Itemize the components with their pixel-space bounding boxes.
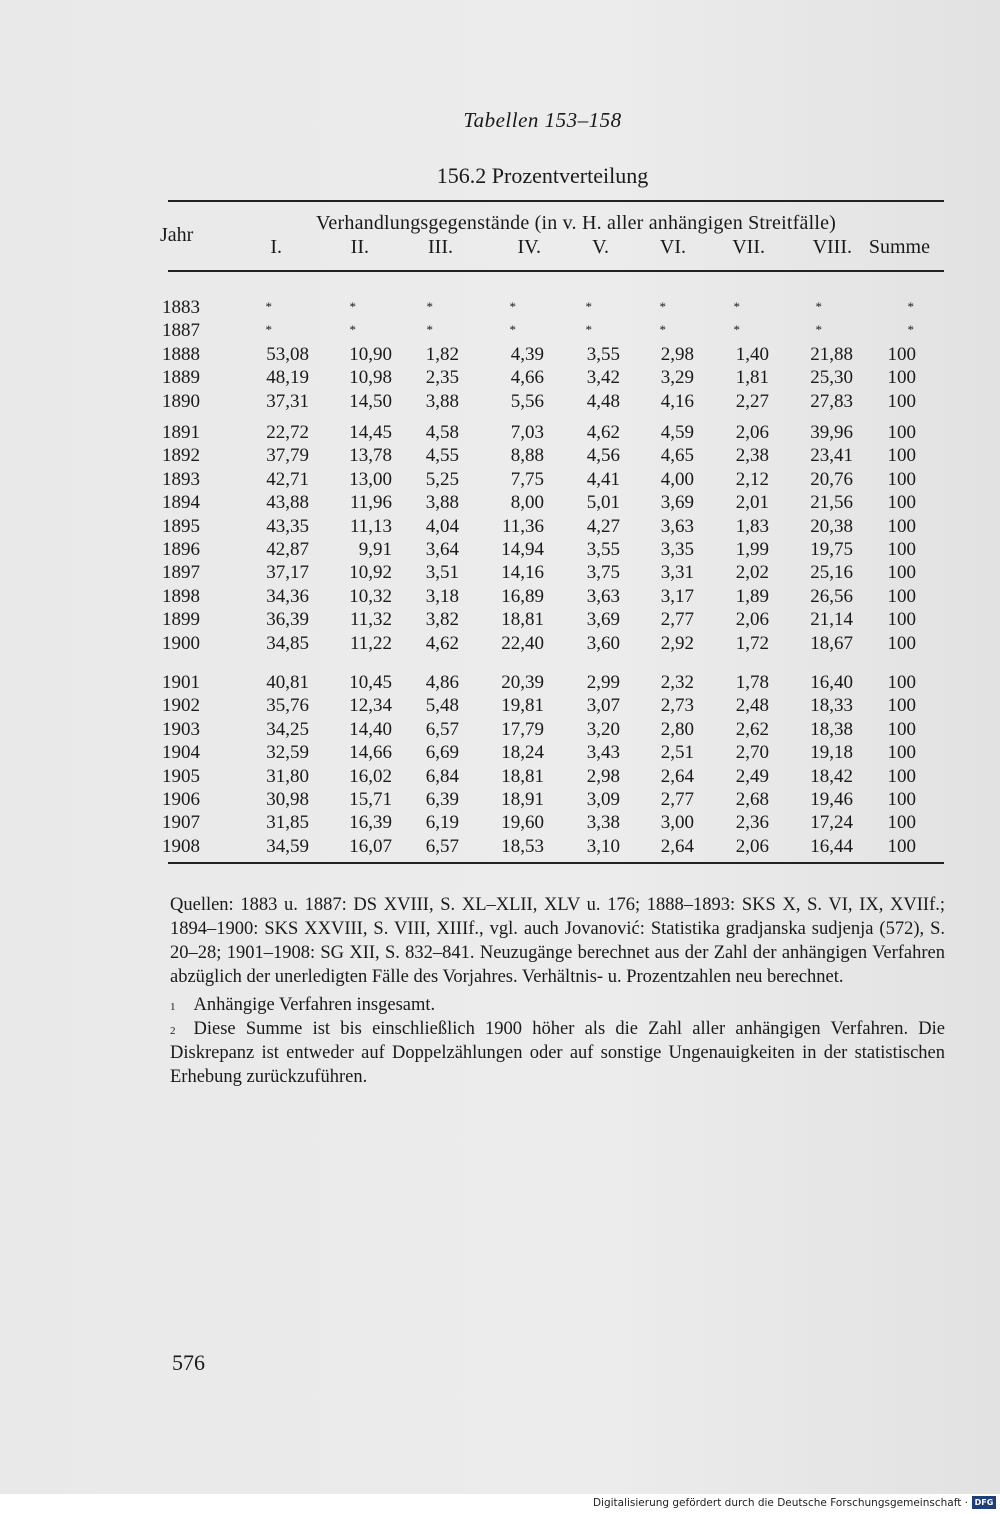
value-cell: 1,83 xyxy=(735,515,769,537)
value-cell: 14,45 xyxy=(349,422,392,443)
footnote-mark: 2 xyxy=(170,1025,176,1037)
value-cell: 18,81 xyxy=(501,609,544,631)
value-cell: 26,56 xyxy=(810,585,853,607)
value-cell: 2,98 xyxy=(586,765,620,787)
value-cell: 11,13 xyxy=(349,515,392,537)
value-cell: 30,98 xyxy=(266,789,309,810)
value-cell: 2,48 xyxy=(735,695,769,717)
value-cell: 2,80 xyxy=(660,718,694,740)
value-cell: 100 xyxy=(887,445,916,467)
table-row xyxy=(0,391,1000,414)
value-cell: 3,20 xyxy=(586,718,620,740)
year-cell: 1887 xyxy=(162,320,200,342)
value-cell: 3,18 xyxy=(425,585,459,607)
value-cell: 2,92 xyxy=(660,632,694,654)
value-cell: * xyxy=(509,299,516,314)
value-cell: 4,27 xyxy=(586,515,620,537)
value-cell: 34,25 xyxy=(266,718,309,740)
value-cell: 16,89 xyxy=(501,585,544,607)
value-cell: 2,77 xyxy=(660,789,694,810)
value-cell: 3,10 xyxy=(586,835,620,857)
value-cell: 2,99 xyxy=(586,672,620,693)
value-cell: 14,66 xyxy=(349,742,392,764)
value-cell: 4,41 xyxy=(586,468,620,490)
value-cell: 10,92 xyxy=(349,562,392,584)
year-cell: 1889 xyxy=(162,367,200,389)
value-cell: 10,98 xyxy=(349,367,392,389)
value-cell: 17,24 xyxy=(810,812,853,834)
table-row xyxy=(0,789,1000,812)
value-cell: 3,63 xyxy=(660,515,694,537)
value-cell: 34,85 xyxy=(266,632,309,654)
value-cell: 1,78 xyxy=(735,672,769,693)
year-cell: 1890 xyxy=(162,390,200,412)
table-row xyxy=(0,609,1000,632)
value-cell: 100 xyxy=(887,835,916,857)
value-cell: 13,00 xyxy=(349,468,392,490)
value-cell: 11,36 xyxy=(501,515,544,537)
value-cell: 100 xyxy=(887,468,916,490)
year-cell: 1905 xyxy=(162,765,200,787)
value-cell: 8,88 xyxy=(510,445,544,467)
value-cell: 3,55 xyxy=(586,539,620,560)
column-header: III. xyxy=(428,236,453,258)
value-cell: 20,38 xyxy=(810,515,853,537)
value-cell: 3,09 xyxy=(586,789,620,810)
value-cell: 7,75 xyxy=(510,468,544,490)
value-cell: 10,45 xyxy=(349,672,392,693)
year-cell: 1899 xyxy=(162,609,200,631)
value-cell: 1,89 xyxy=(735,585,769,607)
value-cell: 16,39 xyxy=(349,812,392,834)
table-row xyxy=(0,672,1000,695)
value-cell: 2,68 xyxy=(735,789,769,810)
value-cell: 2,06 xyxy=(735,609,769,631)
value-cell: 7,03 xyxy=(510,422,544,443)
value-cell: 5,25 xyxy=(425,468,459,490)
value-cell: 6,57 xyxy=(425,835,459,857)
value-cell: * xyxy=(426,299,433,314)
table-row xyxy=(0,836,1000,859)
value-cell: 35,76 xyxy=(266,695,309,717)
value-cell: 14,94 xyxy=(501,539,544,560)
value-cell: 4,58 xyxy=(425,422,459,443)
value-cell: 100 xyxy=(887,812,916,834)
header-group: Verhandlungsgegenstände (in v. H. aller anhängigen Streitfälle) xyxy=(316,212,837,234)
value-cell: 2,06 xyxy=(735,835,769,857)
value-cell: 4,62 xyxy=(586,422,620,443)
value-cell: 5,48 xyxy=(425,695,459,717)
year-cell: 1901 xyxy=(162,672,200,693)
value-cell: 37,31 xyxy=(266,390,309,412)
footnote-text: Anhängige Verfahren insgesamt. xyxy=(193,995,436,1015)
column-header: IV. xyxy=(517,236,541,258)
value-cell: 3,35 xyxy=(660,539,694,560)
value-cell: 2,27 xyxy=(735,390,769,412)
value-cell: 100 xyxy=(887,609,916,631)
value-cell: 2,73 xyxy=(660,695,694,717)
value-cell: * xyxy=(349,322,356,338)
value-cell: 1,99 xyxy=(735,539,769,560)
value-cell: 15,71 xyxy=(349,789,392,810)
value-cell: 19,60 xyxy=(501,812,544,834)
value-cell: 4,66 xyxy=(510,367,544,389)
value-cell: 4,59 xyxy=(660,422,694,443)
value-cell: 3,55 xyxy=(586,343,620,365)
footnote-1 xyxy=(170,993,945,1017)
sources-text: Quellen: 1883 u. 1887: DS XVIII, S. XL–XLII, XLV u. 176; 1888–1893: SKS X, S. VI, IX, XVIIf.; 1894–1900: SKS XXVIII, S. VIII, XIIIf., vgl. auch Jovanović: Statistika gradjanska sudjenja (572), S. 20–28; 1901–1908: SG XII, S. 832–841. Neuzugänge berechnet aus der Zahl der anhängigen Verfahren abzüglich der unerledigten Fälle des Vorjahres. Verhältnis- u. Prozentzahlen neu berechnet. xyxy=(170,895,945,987)
value-cell: 4,04 xyxy=(425,515,459,537)
table-row xyxy=(0,695,1000,718)
value-cell: 100 xyxy=(887,742,916,764)
digitization-credit: Digitalisierung gefördert durch die Deutsche Forschungsgemeinschaft · xyxy=(592,1497,968,1509)
table-row xyxy=(0,297,1000,320)
column-header: VIII. xyxy=(812,236,852,258)
value-cell: 4,86 xyxy=(425,672,459,693)
value-cell: 2,06 xyxy=(735,422,769,443)
value-cell: 2,35 xyxy=(425,367,459,389)
year-cell: 1895 xyxy=(162,515,200,537)
year-cell: 1893 xyxy=(162,468,200,490)
column-header: VII. xyxy=(732,236,765,258)
value-cell: 100 xyxy=(887,585,916,607)
value-cell: 6,69 xyxy=(425,742,459,764)
value-cell: 2,98 xyxy=(660,343,694,365)
value-cell: 14,40 xyxy=(349,718,392,740)
value-cell: 21,14 xyxy=(810,609,853,631)
value-cell: 16,40 xyxy=(810,672,853,693)
value-cell: 42,71 xyxy=(266,468,309,490)
running-head: Tabellen 153–158 xyxy=(463,108,622,132)
value-cell: 100 xyxy=(887,695,916,717)
value-cell: 10,90 xyxy=(349,343,392,365)
value-cell: 37,17 xyxy=(266,562,309,584)
year-cell: 1903 xyxy=(162,718,200,740)
footnote-text: Diese Summe ist bis einschließlich 1900 höher als die Zahl aller anhängigen Verfahren. Die Diskrepanz ist entweder auf Doppelzählungen oder auf sonstige Ungenauigkeiten in der statistischen Erhebung zurückzuführen. xyxy=(170,1019,945,1087)
value-cell: * xyxy=(585,322,592,338)
footnote-mark: 1 xyxy=(170,1001,176,1013)
value-cell: 13,78 xyxy=(349,445,392,467)
table-row xyxy=(0,633,1000,656)
value-cell: 16,07 xyxy=(349,835,392,857)
value-cell: 3,31 xyxy=(660,562,694,584)
table-row xyxy=(0,812,1000,835)
table-row xyxy=(0,422,1000,445)
value-cell: 2,77 xyxy=(660,609,694,631)
value-cell: 21,56 xyxy=(810,492,853,514)
value-cell: 1,81 xyxy=(735,367,769,389)
value-cell: 100 xyxy=(887,765,916,787)
value-cell: * xyxy=(265,322,272,338)
year-cell: 1891 xyxy=(162,422,200,443)
value-cell: 10,32 xyxy=(349,585,392,607)
value-cell: * xyxy=(733,299,740,314)
value-cell: 3,38 xyxy=(586,812,620,834)
value-cell: 19,18 xyxy=(810,742,853,764)
value-cell: 5,01 xyxy=(586,492,620,514)
value-cell: 2,12 xyxy=(735,468,769,490)
year-cell: 1904 xyxy=(162,742,200,764)
value-cell: 100 xyxy=(887,632,916,654)
table-title: 156.2 Prozentverteilung xyxy=(436,163,649,188)
value-cell: 9,91 xyxy=(358,539,392,560)
value-cell: 3,42 xyxy=(586,367,620,389)
value-cell: 4,48 xyxy=(586,390,620,412)
value-cell: 11,96 xyxy=(349,492,392,514)
value-cell: 18,24 xyxy=(501,742,544,764)
value-cell: 3,64 xyxy=(425,539,459,560)
column-header: II. xyxy=(350,236,369,258)
year-cell: 1906 xyxy=(162,789,200,810)
value-cell: 3,69 xyxy=(660,492,694,514)
value-cell: 2,62 xyxy=(735,718,769,740)
value-cell: 4,56 xyxy=(586,445,620,467)
value-cell: 3,17 xyxy=(660,585,694,607)
value-cell: 3,82 xyxy=(425,609,459,631)
value-cell: 42,87 xyxy=(266,539,309,560)
value-cell: 3,00 xyxy=(660,812,694,834)
year-cell: 1894 xyxy=(162,492,200,514)
value-cell: 23,41 xyxy=(810,445,853,467)
value-cell: 4,16 xyxy=(660,390,694,412)
year-cell: 1900 xyxy=(162,632,200,654)
value-cell: 11,32 xyxy=(349,609,392,631)
year-cell: 1888 xyxy=(162,343,200,365)
value-cell: 11,22 xyxy=(349,632,392,654)
value-cell: 1,40 xyxy=(735,343,769,365)
value-cell: 19,75 xyxy=(810,539,853,560)
value-cell: 5,56 xyxy=(510,390,544,412)
value-cell: 25,30 xyxy=(810,367,853,389)
year-cell: 1908 xyxy=(162,835,200,857)
value-cell: 43,88 xyxy=(266,492,309,514)
value-cell: 100 xyxy=(887,562,916,584)
value-cell: 6,57 xyxy=(425,718,459,740)
value-cell: 2,70 xyxy=(735,742,769,764)
value-cell: 36,39 xyxy=(266,609,309,631)
table-row xyxy=(0,719,1000,742)
table-row xyxy=(0,492,1000,515)
value-cell: 6,19 xyxy=(425,812,459,834)
table-row xyxy=(0,516,1000,539)
value-cell: 18,38 xyxy=(810,718,853,740)
page-number: 576 xyxy=(172,1350,205,1375)
value-cell: 6,84 xyxy=(425,765,459,787)
value-cell: * xyxy=(733,322,740,338)
value-cell: 100 xyxy=(887,672,916,693)
value-cell: 100 xyxy=(887,789,916,810)
value-cell: 22,40 xyxy=(501,632,544,654)
value-cell: 40,81 xyxy=(266,672,309,693)
value-cell: 100 xyxy=(887,492,916,514)
value-cell: 3,63 xyxy=(586,585,620,607)
value-cell: 2,64 xyxy=(660,765,694,787)
value-cell: 1,82 xyxy=(425,343,459,365)
column-header: Summe xyxy=(868,236,930,258)
value-cell: 100 xyxy=(887,367,916,389)
value-cell: 4,55 xyxy=(425,445,459,467)
header-rule xyxy=(168,270,944,272)
value-cell: 4,39 xyxy=(510,343,544,365)
value-cell: 20,39 xyxy=(501,672,544,693)
value-cell: 2,36 xyxy=(735,812,769,834)
value-cell: 34,59 xyxy=(266,835,309,857)
value-cell: 27,83 xyxy=(810,390,853,412)
value-cell: * xyxy=(659,299,666,314)
value-cell: 3,07 xyxy=(586,695,620,717)
table-row xyxy=(0,766,1000,789)
value-cell: 31,85 xyxy=(266,812,309,834)
value-cell: 100 xyxy=(887,718,916,740)
column-header: VI. xyxy=(659,236,686,258)
notes xyxy=(170,893,945,1089)
value-cell: 18,91 xyxy=(501,789,544,810)
value-cell: * xyxy=(585,299,592,314)
value-cell: 31,80 xyxy=(266,765,309,787)
value-cell: 8,00 xyxy=(510,492,544,514)
value-cell: 4,65 xyxy=(660,445,694,467)
year-cell: 1892 xyxy=(162,445,200,467)
value-cell: 18,67 xyxy=(810,632,853,654)
value-cell: 2,38 xyxy=(735,445,769,467)
value-cell: * xyxy=(509,322,516,338)
table-row xyxy=(0,367,1000,390)
header-jahr: Jahr xyxy=(160,224,194,246)
value-cell: 2,01 xyxy=(735,492,769,514)
value-cell: 4,00 xyxy=(660,468,694,490)
year-cell: 1907 xyxy=(162,812,200,834)
value-cell: * xyxy=(907,299,914,314)
value-cell: 53,08 xyxy=(266,343,309,365)
value-cell: 43,35 xyxy=(266,515,309,537)
year-cell: 1902 xyxy=(162,695,200,717)
value-cell: 2,49 xyxy=(735,765,769,787)
value-cell: 3,29 xyxy=(660,367,694,389)
value-cell: 100 xyxy=(887,343,916,365)
table-row xyxy=(0,445,1000,468)
value-cell: * xyxy=(349,299,356,314)
value-cell: 18,42 xyxy=(810,765,853,787)
value-cell: 19,46 xyxy=(810,789,853,810)
value-cell: 100 xyxy=(887,422,916,443)
value-cell: * xyxy=(907,322,914,338)
value-cell: * xyxy=(815,299,822,314)
value-cell: 2,51 xyxy=(660,742,694,764)
value-cell: 18,33 xyxy=(810,695,853,717)
value-cell: 39,96 xyxy=(810,422,853,443)
value-cell: 100 xyxy=(887,390,916,412)
table-row xyxy=(0,539,1000,562)
value-cell: 25,16 xyxy=(810,562,853,584)
value-cell: 17,79 xyxy=(501,718,544,740)
value-cell: 21,88 xyxy=(810,343,853,365)
value-cell: 18,53 xyxy=(501,835,544,857)
value-cell: 20,76 xyxy=(810,468,853,490)
value-cell: 14,16 xyxy=(501,562,544,584)
value-cell: 4,62 xyxy=(425,632,459,654)
value-cell: 37,79 xyxy=(266,445,309,467)
table-row xyxy=(0,344,1000,367)
bottom-rule xyxy=(168,862,944,864)
value-cell: 3,88 xyxy=(425,492,459,514)
year-cell: 1898 xyxy=(162,585,200,607)
table-row xyxy=(0,586,1000,609)
column-header: V. xyxy=(592,236,609,258)
value-cell: * xyxy=(659,322,666,338)
value-cell: 18,81 xyxy=(501,765,544,787)
value-cell: 19,81 xyxy=(501,695,544,717)
value-cell: 100 xyxy=(887,539,916,560)
value-cell: 3,69 xyxy=(586,609,620,631)
value-cell: 2,02 xyxy=(735,562,769,584)
value-cell: 2,64 xyxy=(660,835,694,857)
table-row xyxy=(0,742,1000,765)
value-cell: 32,59 xyxy=(266,742,309,764)
table-row xyxy=(0,469,1000,492)
column-header: I. xyxy=(270,236,282,258)
table-row xyxy=(0,320,1000,343)
value-cell: 34,36 xyxy=(266,585,309,607)
year-cell: 1883 xyxy=(162,297,200,318)
value-cell: 12,34 xyxy=(349,695,392,717)
value-cell: 3,75 xyxy=(586,562,620,584)
table-row xyxy=(0,562,1000,585)
top-rule xyxy=(168,200,944,202)
dfg-logo: DFG xyxy=(972,1496,996,1509)
value-cell: 1,72 xyxy=(735,632,769,654)
value-cell: 3,43 xyxy=(586,742,620,764)
value-cell: * xyxy=(815,322,822,338)
value-cell: 16,02 xyxy=(349,765,392,787)
value-cell: 100 xyxy=(887,515,916,537)
value-cell: * xyxy=(265,299,272,314)
year-cell: 1896 xyxy=(162,539,200,560)
value-cell: 3,88 xyxy=(425,390,459,412)
value-cell: 22,72 xyxy=(266,422,309,443)
value-cell: 16,44 xyxy=(810,835,853,857)
year-cell: 1897 xyxy=(162,562,200,584)
value-cell: 3,60 xyxy=(586,632,620,654)
value-cell: 6,39 xyxy=(425,789,459,810)
value-cell: 3,51 xyxy=(425,562,459,584)
value-cell: 48,19 xyxy=(266,367,309,389)
footnote-2 xyxy=(170,1017,945,1089)
value-cell: 14,50 xyxy=(349,390,392,412)
value-cell: * xyxy=(426,322,433,338)
value-cell: 2,32 xyxy=(660,672,694,693)
